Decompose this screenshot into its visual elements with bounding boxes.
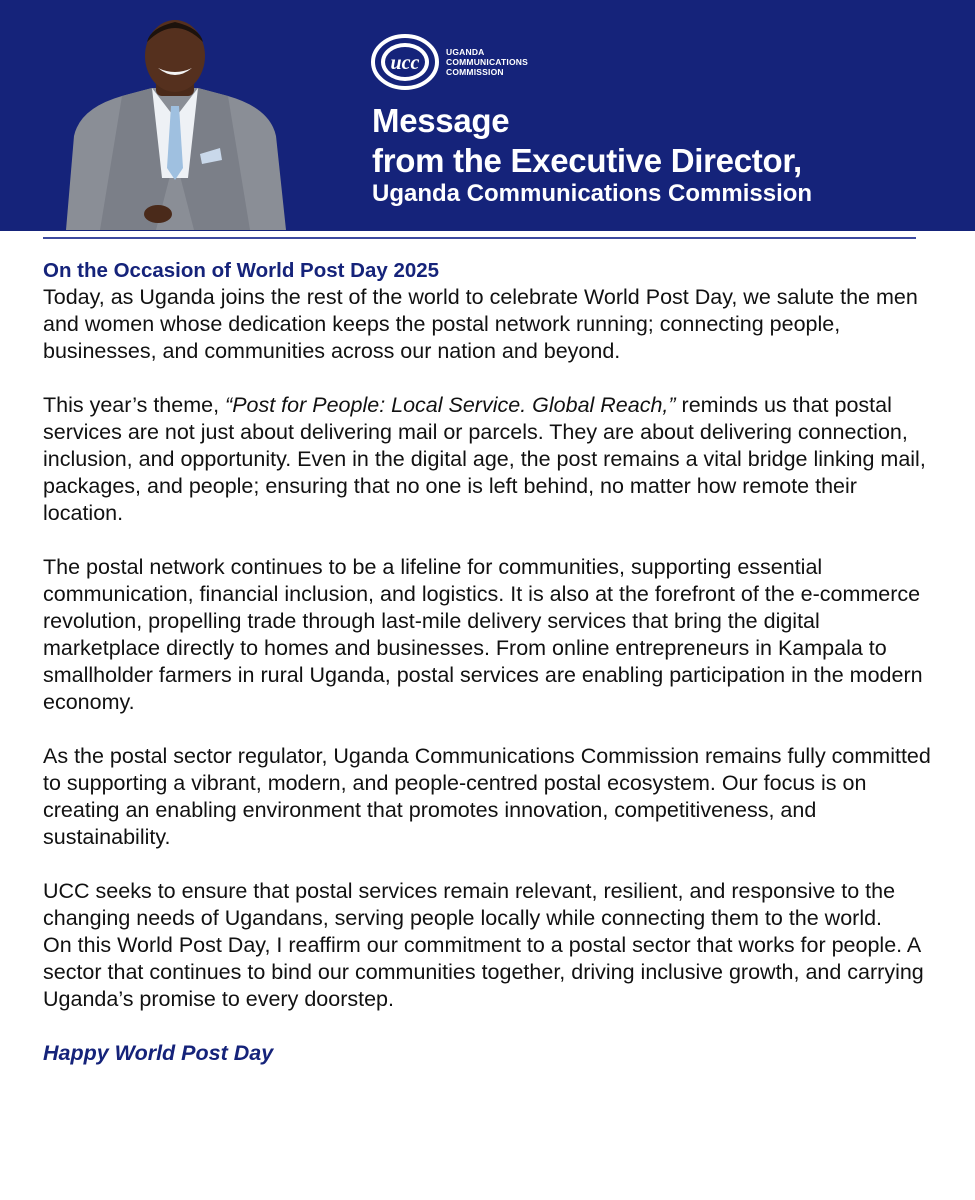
logo-line-1: UGANDA — [446, 47, 485, 57]
paragraph-4: As the postal sector regulator, Uganda Communications Commission remains fully committed to supporting a vibrant, modern, and people-centred postal ecosystem. Our focus is on creating an enabling environment that promotes innovation, competitiveness, and sustainability. — [43, 744, 931, 849]
headline-line-2: from the Executive Director, — [372, 142, 802, 179]
theme-quote: “Post for People: Local Service. Global Reach,” — [225, 393, 676, 417]
closing-greeting: Happy World Post Day — [43, 1041, 274, 1065]
logo-line-2: COMMUNICATIONS — [446, 57, 528, 67]
paragraph-1: Today, as Uganda joins the rest of the world to celebrate World Post Day, we salute the men and women whose dedication keeps the postal network running; connecting people, businesses, and communities across our nation and beyond. — [43, 285, 918, 363]
paragraph-3: The postal network continues to be a lifeline for communities, supporting essential communication, financial inclusion, and logistics. It is also at the forefront of the e-commerce revolution, propelling trade through last-mile delivery services that bring the digital marketplace directly to homes and businesses. From online entrepreneurs in Kampala to smallholder farmers in rural Uganda, postal services are enabling participation in the modern economy. — [43, 555, 923, 714]
paragraph-2 — [43, 392, 938, 527]
headline — [372, 101, 812, 209]
headline-line-3: Uganda Communications Commission — [372, 180, 813, 207]
headline-line-1: Message — [372, 102, 510, 139]
divider — [43, 237, 916, 239]
executive-director-photo — [60, 18, 290, 230]
message-body — [43, 258, 938, 1067]
paragraph-2-rest: reminds us that postal services are not just about delivering mail or parcels. They are about delivering connection, inclusion, and opportunity. Even in the digital age, the post remains a vital bridge linking mail, packages, and people; ensuring that no one is left behind, no matter how remote their location. — [43, 393, 926, 525]
paragraph-5: UCC seeks to ensure that postal services remain relevant, resilient, and responsive to the changing needs of Ugandans, serving people locally while connecting them to the world. — [43, 879, 896, 930]
paragraph-6: On this World Post Day, I reaffirm our commitment to a postal sector that works for people. A sector that continues to bind our communities together, driving inclusive growth, and carrying Uganda’s promise to every doorstep. — [43, 933, 924, 1011]
ucc-logo — [370, 34, 528, 90]
ucc-logo-icon — [370, 34, 440, 90]
logo-wordmark — [446, 47, 528, 77]
occasion-heading: On the Occasion of World Post Day 2025 — [43, 259, 440, 282]
header-banner — [0, 0, 975, 231]
logo-line-3: COMMISSION — [446, 67, 504, 77]
logo-mark-text: ucc — [390, 52, 420, 74]
paragraph-2-intro: This year’s theme, — [43, 393, 226, 417]
